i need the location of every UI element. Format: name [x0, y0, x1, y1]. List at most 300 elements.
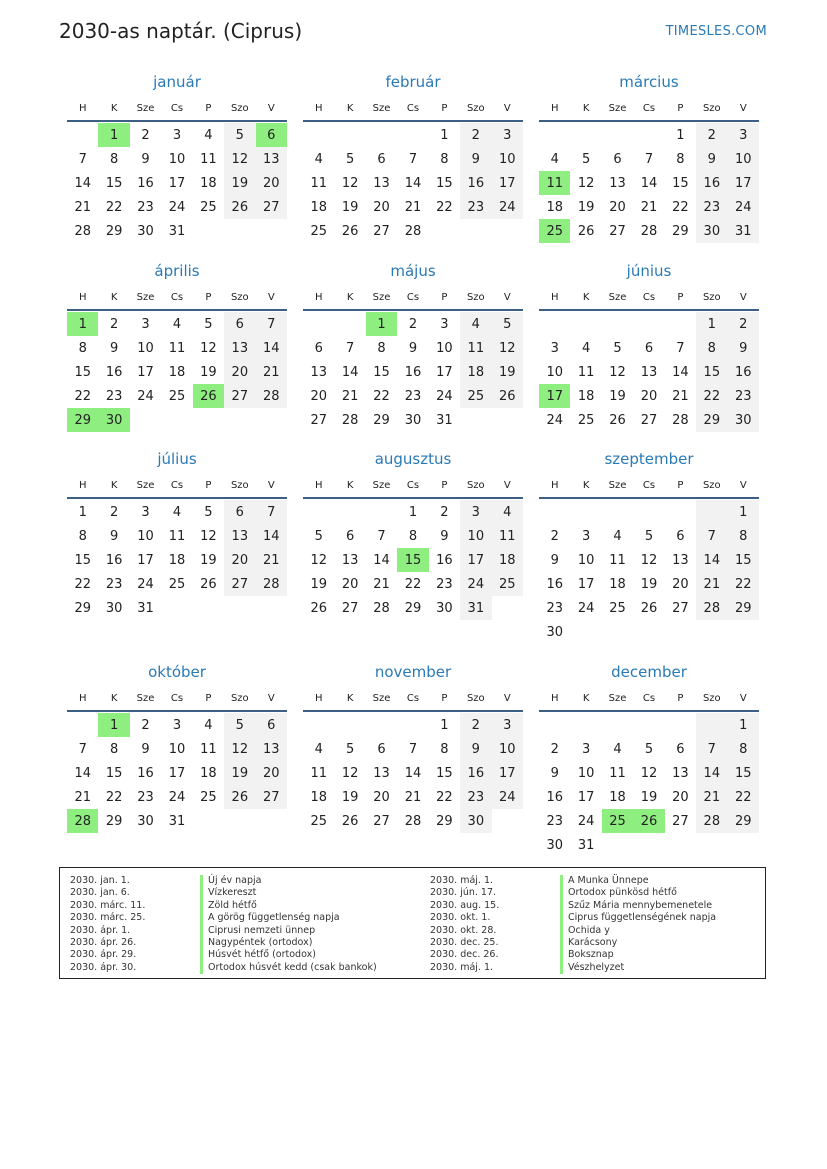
month-name: augusztus [374, 450, 452, 468]
weekday-label: Cs [170, 102, 184, 114]
weekday-label: P [677, 291, 684, 303]
day-cell: 14 [404, 175, 422, 191]
day-cell: 16 [696, 171, 727, 195]
day-cell: 23 [546, 813, 563, 829]
weekday-header [67, 96, 287, 122]
day-cell: 15 [74, 552, 91, 568]
day-cell-holiday: 26 [193, 384, 224, 408]
day-cell: 26 [341, 813, 359, 829]
day-cell: 21 [74, 199, 91, 215]
day-cell: 28 [696, 596, 727, 620]
day-cell: 7 [408, 741, 418, 757]
month-name: február [385, 73, 441, 91]
weekday-label: Sze [372, 692, 391, 704]
day-cell: 4 [581, 340, 591, 356]
holiday-date: 2030. máj. 1. [430, 961, 494, 973]
day-cell: 1 [696, 312, 727, 336]
day-cell: 22 [672, 199, 689, 215]
day-empty [334, 500, 365, 524]
day-cell: 22 [436, 199, 453, 215]
day-cell: 10 [460, 524, 491, 548]
day-cell: 4 [314, 741, 323, 757]
day-cell: 30 [546, 837, 563, 853]
weekday-label: P [441, 102, 448, 114]
day-cell: 20 [672, 576, 689, 592]
day-cell: 4 [492, 500, 523, 524]
day-empty [334, 123, 365, 147]
weekday-label: Szo [466, 479, 485, 491]
day-cell: 8 [78, 340, 87, 356]
day-cell: 19 [200, 552, 217, 568]
day-cell: 24 [577, 600, 595, 616]
day-cell: 2 [109, 504, 119, 520]
day-cell: 9 [696, 147, 727, 171]
weekday-label: K [582, 479, 590, 491]
holiday-date: 2030. okt. 28. [430, 924, 497, 936]
day-cell: 26 [224, 195, 255, 219]
weekday-label: P [205, 102, 212, 114]
day-cell: 7 [256, 312, 287, 336]
weekday-label: Cs [170, 291, 184, 303]
weekday-label: P [205, 291, 212, 303]
day-cell: 1 [728, 500, 759, 524]
day-cell: 19 [224, 171, 255, 195]
day-cell-holiday: 6 [256, 123, 287, 147]
weekday-header [303, 96, 523, 122]
day-grid [303, 122, 523, 243]
day-empty [303, 123, 334, 147]
weekday-label: Szo [466, 102, 485, 114]
day-empty [366, 123, 397, 147]
day-cell-holiday: 17 [539, 384, 570, 408]
day-cell: 19 [577, 199, 595, 215]
weekday-header [303, 686, 523, 712]
day-cell: 22 [74, 388, 91, 404]
day-cell: 2 [460, 123, 491, 147]
day-cell: 28 [404, 813, 422, 829]
day-cell: 17 [168, 765, 186, 781]
day-cell: 26 [492, 384, 523, 408]
day-cell: 20 [373, 789, 390, 805]
day-cell: 13 [256, 147, 287, 171]
day-cell: 20 [341, 576, 359, 592]
day-cell: 4 [613, 741, 622, 757]
day-cell: 5 [224, 123, 255, 147]
holiday-name: Zöld hétfő [200, 900, 257, 912]
weekday-label: H [314, 479, 323, 491]
day-cell: 9 [408, 340, 418, 356]
day-cell: 11 [200, 741, 217, 757]
day-cell: 16 [460, 761, 491, 785]
day-cell: 25 [577, 412, 595, 428]
day-cell: 28 [256, 384, 287, 408]
day-cell: 23 [105, 388, 123, 404]
day-cell: 13 [640, 364, 658, 380]
day-empty [539, 123, 570, 147]
day-cell: 15 [373, 364, 390, 380]
weekday-label: Szo [702, 692, 721, 704]
month-name: július [157, 450, 197, 468]
day-cell: 15 [672, 175, 689, 191]
month-3 [539, 72, 759, 243]
weekday-label: H [550, 291, 559, 303]
day-cell: 15 [728, 761, 759, 785]
weekday-label: Sze [608, 102, 627, 114]
day-cell: 13 [373, 175, 390, 191]
day-cell: 12 [224, 147, 255, 171]
day-empty [602, 713, 633, 737]
day-cell: 18 [310, 199, 327, 215]
day-cell: 14 [696, 548, 727, 572]
weekday-label: H [78, 692, 87, 704]
holiday-name: A Munka Ünnepe [560, 875, 649, 887]
day-cell: 29 [373, 412, 390, 428]
day-cell: 12 [577, 175, 595, 191]
day-cell: 9 [550, 765, 559, 781]
day-cell: 21 [696, 785, 727, 809]
holiday-date: 2030. ápr. 30. [70, 961, 137, 973]
day-cell: 21 [696, 572, 727, 596]
day-cell: 17 [577, 576, 595, 592]
month-9 [539, 449, 759, 644]
day-cell: 24 [492, 195, 523, 219]
day-cell: 28 [696, 809, 727, 833]
weekday-header [539, 686, 759, 712]
weekday-label: K [110, 291, 118, 303]
day-empty [397, 713, 428, 737]
weekday-label: H [314, 102, 323, 114]
day-cell: 6 [224, 500, 255, 524]
day-empty [67, 713, 98, 737]
day-cell: 3 [728, 123, 759, 147]
day-empty [633, 312, 664, 336]
day-cell: 9 [728, 336, 759, 360]
day-cell: 4 [613, 528, 622, 544]
weekday-label: V [503, 291, 511, 303]
day-cell: 13 [224, 524, 255, 548]
month-12 [539, 662, 759, 857]
day-cell: 21 [404, 199, 422, 215]
day-cell: 3 [172, 127, 182, 143]
weekday-label: Cs [642, 102, 656, 114]
day-cell: 20 [609, 199, 626, 215]
month-8 [303, 449, 523, 620]
holiday-name: Ciprus függetlenségének napja [560, 912, 716, 924]
day-cell: 27 [256, 195, 287, 219]
holiday-date: 2030. ápr. 26. [70, 937, 137, 948]
day-cell: 31 [577, 837, 595, 853]
holiday-date: 2030. ápr. 1. [70, 924, 131, 936]
day-cell: 30 [728, 408, 759, 432]
day-cell: 12 [341, 765, 359, 781]
day-cell: 7 [78, 741, 87, 757]
day-cell: 10 [436, 340, 453, 356]
day-cell-holiday: 1 [67, 312, 98, 336]
day-cell: 14 [256, 336, 287, 360]
day-cell: 26 [640, 600, 658, 616]
weekday-label: V [267, 692, 275, 704]
day-cell: 31 [460, 596, 491, 620]
day-cell: 31 [168, 813, 186, 829]
day-cell: 2 [550, 741, 559, 757]
day-cell: 31 [137, 600, 154, 616]
day-cell: 5 [314, 528, 323, 544]
day-cell: 2 [440, 504, 449, 520]
day-cell: 27 [310, 412, 327, 428]
holiday-name: Boksznap [560, 949, 614, 961]
day-cell-holiday: 25 [602, 809, 633, 833]
day-cell-holiday: 28 [67, 809, 98, 833]
day-cell: 31 [168, 223, 186, 239]
weekday-label: V [503, 692, 511, 704]
day-cell: 14 [373, 552, 390, 568]
month-name: június [626, 262, 672, 280]
day-cell: 27 [341, 600, 359, 616]
weekday-label: P [677, 102, 684, 114]
weekday-label: Sze [608, 692, 627, 704]
day-cell: 10 [546, 364, 563, 380]
day-empty [696, 713, 727, 737]
day-cell: 24 [436, 388, 453, 404]
weekday-label: H [314, 291, 323, 303]
month-name: november [374, 663, 452, 681]
day-empty [303, 312, 334, 336]
day-empty [602, 312, 633, 336]
day-cell: 30 [105, 600, 123, 616]
day-grid [303, 712, 523, 833]
day-cell: 16 [105, 364, 123, 380]
day-cell: 7 [644, 151, 654, 167]
day-cell: 10 [577, 552, 595, 568]
day-cell: 22 [373, 388, 390, 404]
day-cell: 16 [137, 175, 154, 191]
day-cell: 9 [440, 528, 449, 544]
day-cell: 8 [109, 151, 119, 167]
weekday-label: V [267, 291, 275, 303]
weekday-label: V [503, 479, 511, 491]
day-cell: 18 [200, 765, 217, 781]
day-cell: 27 [224, 384, 255, 408]
day-empty [539, 312, 570, 336]
weekday-label: Sze [136, 692, 155, 704]
day-cell: 22 [404, 576, 422, 592]
day-cell: 8 [676, 151, 685, 167]
weekday-label: P [441, 692, 448, 704]
day-cell: 11 [577, 364, 595, 380]
day-cell: 25 [460, 384, 491, 408]
day-grid [539, 122, 759, 243]
weekday-label: V [739, 479, 747, 491]
day-cell: 24 [577, 813, 595, 829]
day-cell: 12 [200, 528, 217, 544]
day-cell: 24 [460, 572, 491, 596]
day-cell: 14 [672, 364, 689, 380]
day-cell: 27 [256, 785, 287, 809]
day-cell: 1 [728, 713, 759, 737]
day-cell-holiday: 25 [539, 219, 570, 243]
day-cell: 20 [672, 789, 689, 805]
day-cell: 30 [546, 624, 563, 640]
weekday-label: K [110, 692, 118, 704]
day-empty [633, 123, 664, 147]
day-cell: 17 [137, 364, 154, 380]
day-cell: 1 [676, 127, 685, 143]
day-cell: 12 [224, 737, 255, 761]
weekday-label: Cs [406, 291, 420, 303]
day-cell: 24 [546, 412, 563, 428]
weekday-label: Sze [608, 291, 627, 303]
day-cell: 13 [373, 765, 390, 781]
weekday-label: V [503, 102, 511, 114]
day-cell: 9 [141, 741, 150, 757]
day-cell: 16 [436, 552, 453, 568]
day-cell: 2 [550, 528, 559, 544]
holiday-name: Ortodox pünkösd hétfő [560, 887, 677, 899]
day-cell: 8 [377, 340, 386, 356]
month-5 [303, 261, 523, 432]
day-cell: 3 [581, 741, 591, 757]
day-cell: 12 [492, 336, 523, 360]
weekday-label: K [346, 479, 354, 491]
day-cell: 14 [696, 761, 727, 785]
holiday-date: 2030. ápr. 29. [70, 949, 137, 961]
day-cell: 29 [404, 600, 422, 616]
day-cell-holiday: 1 [366, 312, 397, 336]
day-cell-holiday: 15 [397, 548, 428, 572]
day-cell: 6 [377, 151, 386, 167]
day-cell: 14 [404, 765, 422, 781]
day-cell: 18 [310, 789, 327, 805]
day-cell: 6 [377, 741, 386, 757]
holiday-name: Karácsony [560, 937, 617, 949]
day-cell: 3 [172, 717, 182, 733]
day-cell: 13 [310, 364, 327, 380]
brand-link[interactable]: TIMESLES.COM [665, 24, 767, 39]
day-cell: 14 [341, 364, 359, 380]
weekday-label: Szo [466, 291, 485, 303]
holiday-legend [59, 867, 766, 979]
day-cell: 26 [577, 223, 595, 239]
weekday-label: Cs [170, 692, 184, 704]
day-empty [602, 123, 633, 147]
day-cell: 16 [728, 360, 759, 384]
weekday-label: H [550, 102, 559, 114]
month-name: március [619, 73, 679, 91]
day-cell: 8 [408, 528, 418, 544]
day-cell: 23 [728, 384, 759, 408]
day-empty [696, 500, 727, 524]
weekday-label: V [267, 479, 275, 491]
day-cell: 9 [550, 552, 559, 568]
day-cell-holiday: 29 [67, 408, 98, 432]
holiday-date: 2030. jún. 17. [430, 887, 497, 899]
day-cell: 29 [728, 596, 759, 620]
weekday-label: P [441, 291, 448, 303]
day-cell: 4 [204, 127, 213, 143]
day-cell: 9 [460, 147, 491, 171]
day-cell: 7 [377, 528, 386, 544]
weekday-label: H [314, 692, 323, 704]
day-cell: 27 [373, 813, 390, 829]
day-cell: 25 [168, 388, 186, 404]
day-cell: 14 [256, 524, 287, 548]
day-cell: 24 [728, 195, 759, 219]
day-cell: 25 [609, 600, 626, 616]
holiday-name: A görög függetlenség napja [200, 912, 340, 924]
day-cell: 24 [137, 388, 154, 404]
day-grid [539, 311, 759, 432]
day-empty [665, 312, 696, 336]
holiday-date: 2030. jan. 6. [70, 887, 130, 899]
day-cell: 23 [105, 576, 123, 592]
day-cell: 28 [672, 412, 689, 428]
month-2 [303, 72, 523, 243]
weekday-label: Szo [702, 102, 721, 114]
weekday-label: H [550, 692, 559, 704]
day-cell: 7 [345, 340, 355, 356]
day-cell: 12 [640, 765, 658, 781]
day-cell: 21 [672, 388, 689, 404]
day-cell: 28 [341, 412, 359, 428]
day-cell: 20 [256, 171, 287, 195]
day-cell: 4 [172, 316, 182, 332]
day-cell: 6 [676, 528, 685, 544]
day-cell: 24 [137, 576, 154, 592]
day-cell: 22 [728, 572, 759, 596]
weekday-label: Szo [702, 291, 721, 303]
holiday-name: Húsvét hétfő (ortodox) [200, 949, 316, 961]
day-cell: 27 [609, 223, 626, 239]
day-cell: 21 [640, 199, 658, 215]
weekday-label: K [582, 102, 590, 114]
day-cell: 21 [256, 360, 287, 384]
day-grid [539, 712, 759, 857]
day-cell: 11 [200, 151, 217, 167]
day-cell: 16 [137, 765, 154, 781]
day-cell: 8 [78, 528, 87, 544]
page-title: 2030-as naptár. (Ciprus) [59, 19, 303, 43]
day-cell: 22 [728, 785, 759, 809]
day-cell: 2 [109, 316, 119, 332]
day-cell: 1 [440, 717, 449, 733]
day-cell: 23 [137, 789, 154, 805]
day-cell: 8 [440, 151, 449, 167]
day-cell: 10 [137, 340, 154, 356]
day-empty [665, 500, 696, 524]
weekday-label: K [346, 291, 354, 303]
day-empty [334, 713, 365, 737]
weekday-label: K [110, 102, 118, 114]
day-cell: 25 [492, 572, 523, 596]
weekday-label: P [677, 692, 684, 704]
day-grid [67, 712, 287, 833]
day-cell: 21 [404, 789, 422, 805]
day-cell: 23 [436, 576, 453, 592]
weekday-label: Cs [170, 479, 184, 491]
weekday-label: Sze [136, 102, 155, 114]
day-cell: 19 [341, 789, 359, 805]
day-cell: 5 [644, 528, 654, 544]
day-cell: 4 [460, 312, 491, 336]
day-cell: 25 [200, 789, 217, 805]
day-empty [570, 123, 601, 147]
weekday-label: Szo [230, 291, 249, 303]
day-empty [570, 312, 601, 336]
day-cell: 16 [546, 789, 563, 805]
day-cell: 28 [640, 223, 658, 239]
day-cell: 15 [105, 765, 123, 781]
day-cell: 25 [310, 223, 327, 239]
